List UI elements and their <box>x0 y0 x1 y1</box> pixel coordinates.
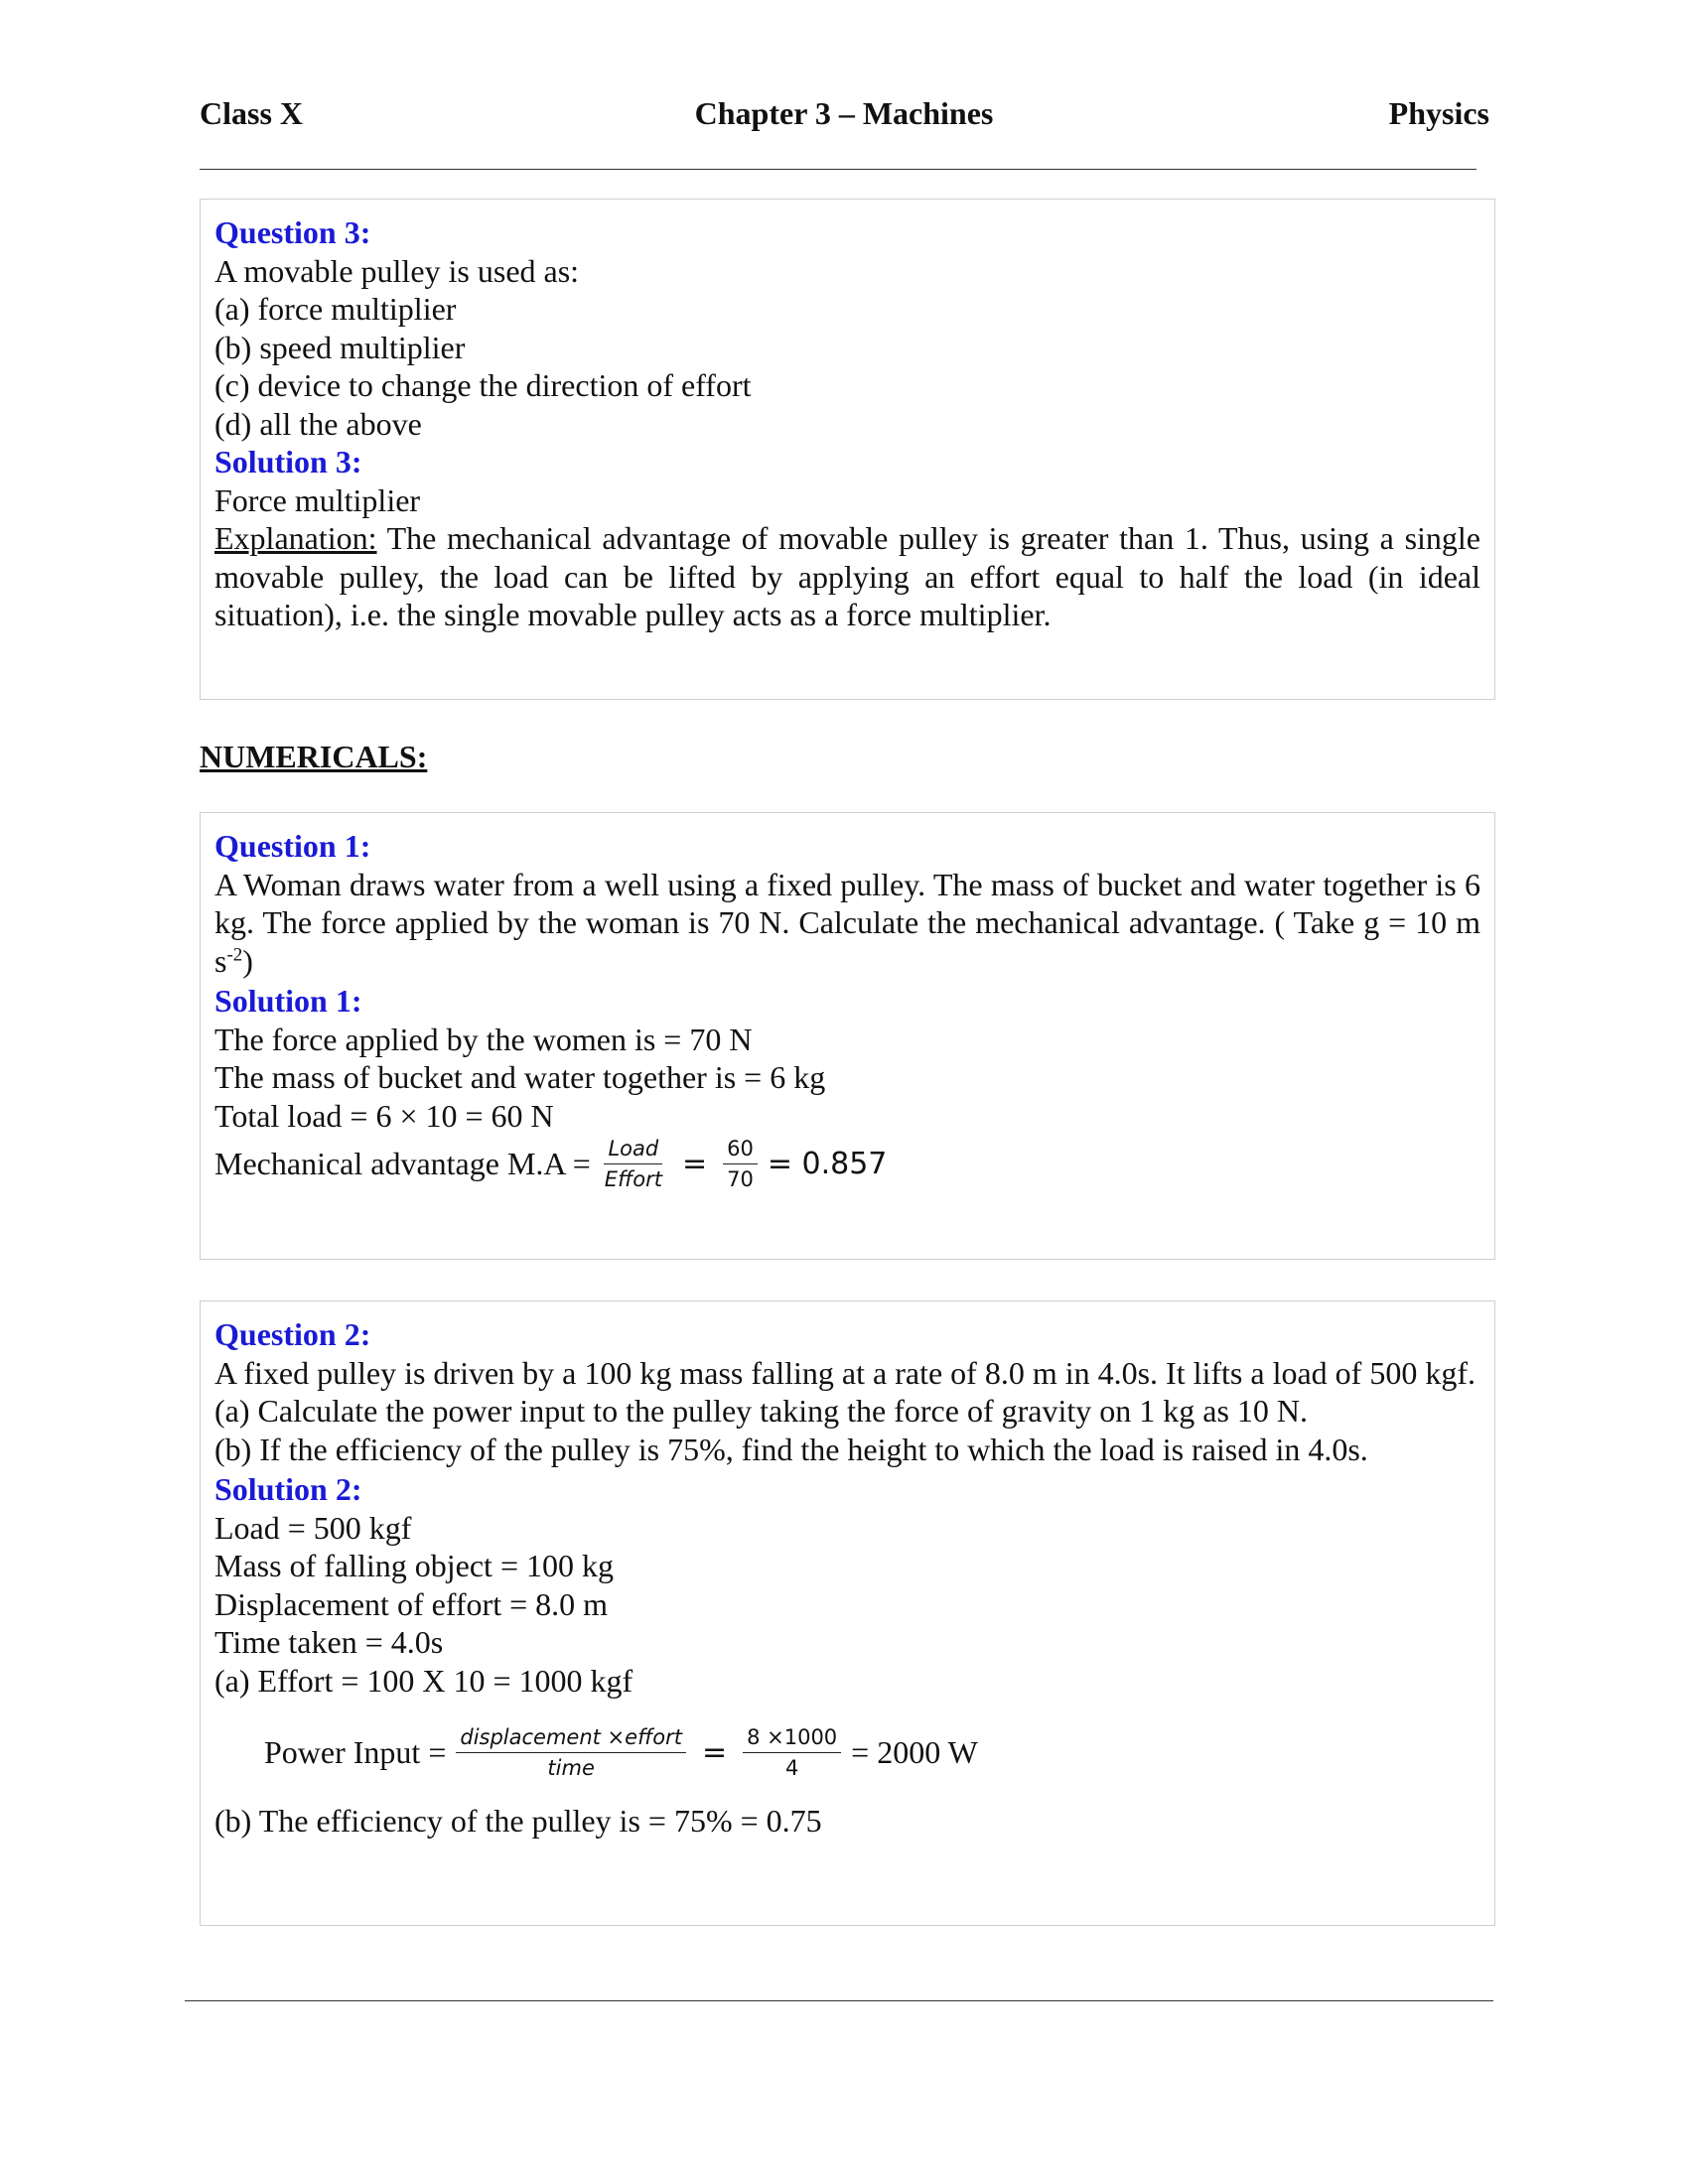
fraction-numerator: 60 <box>723 1137 758 1164</box>
fraction-numerator: 8 ×1000 <box>743 1725 841 1753</box>
equals-sign: = <box>701 1735 728 1770</box>
numerical-1-question-sup: -2 <box>226 943 243 965</box>
numerical-2-question: A fixed pulley is driven by a 100 kg mass falling at a rate of 8.0 m in 4.0s. It lifts a load of 500 kgf. <box>214 1354 1476 1391</box>
question-3-option-b: (b) speed multiplier <box>214 329 466 365</box>
equals-sign: = <box>681 1147 708 1181</box>
solution-2-line: Displacement of effort = 8.0 m <box>214 1585 609 1622</box>
question-3-option-c: (c) device to change the direction of effort <box>214 367 752 403</box>
header-chapter: Chapter 3 – Machines <box>694 95 994 131</box>
header-divider <box>200 169 1477 170</box>
question-3-option-d: (d) all the above <box>214 405 422 442</box>
ma-label: Mechanical advantage M.A = <box>214 1146 591 1181</box>
numerical-2-part-a: (a) Calculate the power input to the pulley taking the force of gravity on 1 kg as 10 N. <box>214 1393 1309 1429</box>
question-3-option-a: (a) force multiplier <box>214 291 457 327</box>
numerical-1-question-text: A Woman draws water from a well using a fixed pulley. The mass of bucket and water together is 6 kg. The force applied by the woman is 70 N. Calculate the mechanical advantage. ( Take g = 10 m s <box>214 866 1480 979</box>
solution-2-title: Solution 2: <box>214 1471 362 1507</box>
ma-result: = 0.857 <box>767 1147 888 1181</box>
solution-1-line: The force applied by the women is = 70 N <box>214 1021 753 1057</box>
efficiency-line: (b) The efficiency of the pulley is = 75% = 0.75 <box>214 1803 822 1839</box>
footer-divider <box>185 2000 1493 2001</box>
solution-2-line: Load = 500 kgf <box>214 1509 412 1546</box>
power-fraction-values <box>743 1725 841 1780</box>
numerical-1-box <box>200 812 1495 1260</box>
header-subject: Physics <box>1388 95 1489 131</box>
fraction-denominator: 4 <box>784 1756 799 1780</box>
numerical-2-part-b: (b) If the efficiency of the pulley is 75%, find the height to which the load is raised in 4.0s. <box>214 1431 1368 1467</box>
mechanical-advantage-equation <box>214 1137 1480 1191</box>
explanation-label: Explanation: <box>214 520 377 556</box>
solution-3-title: Solution 3: <box>214 444 362 479</box>
fraction-denominator: Effort <box>604 1167 662 1191</box>
numerical-1-title: Question 1: <box>214 828 371 864</box>
question-3-title: Question 3: <box>214 214 371 250</box>
fraction-numerator: displacement ×effort <box>456 1725 686 1753</box>
numerical-2-box <box>200 1300 1495 1926</box>
fraction-denominator: 70 <box>727 1167 754 1191</box>
numerical-1-question <box>214 866 1480 981</box>
fraction-numerator: Load <box>604 1137 662 1164</box>
question-3-stem: A movable pulley is used as: <box>214 252 580 289</box>
power-fraction-formula <box>456 1725 686 1780</box>
explanation-text: The mechanical advantage of movable pulley is greater than 1. Thus, using a single movable pulley, the load can be lifted by applying an effort equal to half the load (in ideal situation), i.e. the single movable pulley acts as a force multiplier. <box>214 520 1480 632</box>
fraction-denominator: time <box>547 1756 595 1780</box>
solution-2-line: Time taken = 4.0s <box>214 1624 444 1660</box>
numerical-1-question-end: ) <box>242 942 253 979</box>
solution-3-explanation <box>214 519 1480 634</box>
solution-2-line: Mass of falling object = 100 kg <box>214 1548 614 1583</box>
power-result: = 2000 W <box>851 1734 978 1770</box>
solution-1-title: Solution 1: <box>214 983 362 1019</box>
power-input-label: Power Input = <box>264 1734 447 1770</box>
header-class: Class X <box>200 95 304 131</box>
question-3-box <box>200 199 1495 700</box>
solution-3-answer: Force multiplier <box>214 481 421 518</box>
solution-2-line: (a) Effort = 100 X 10 = 1000 kgf <box>214 1662 633 1699</box>
numericals-heading: NUMERICALS: <box>200 739 428 774</box>
ma-fraction-values <box>723 1137 758 1191</box>
numerical-2-title: Question 2: <box>214 1316 371 1352</box>
solution-1-line: Total load = 6 × 10 = 60 N <box>214 1097 554 1134</box>
solution-1-line: The mass of bucket and water together is = 6 kg <box>214 1059 826 1095</box>
power-input-equation <box>264 1725 1480 1780</box>
ma-fraction-load-effort <box>601 1137 666 1191</box>
